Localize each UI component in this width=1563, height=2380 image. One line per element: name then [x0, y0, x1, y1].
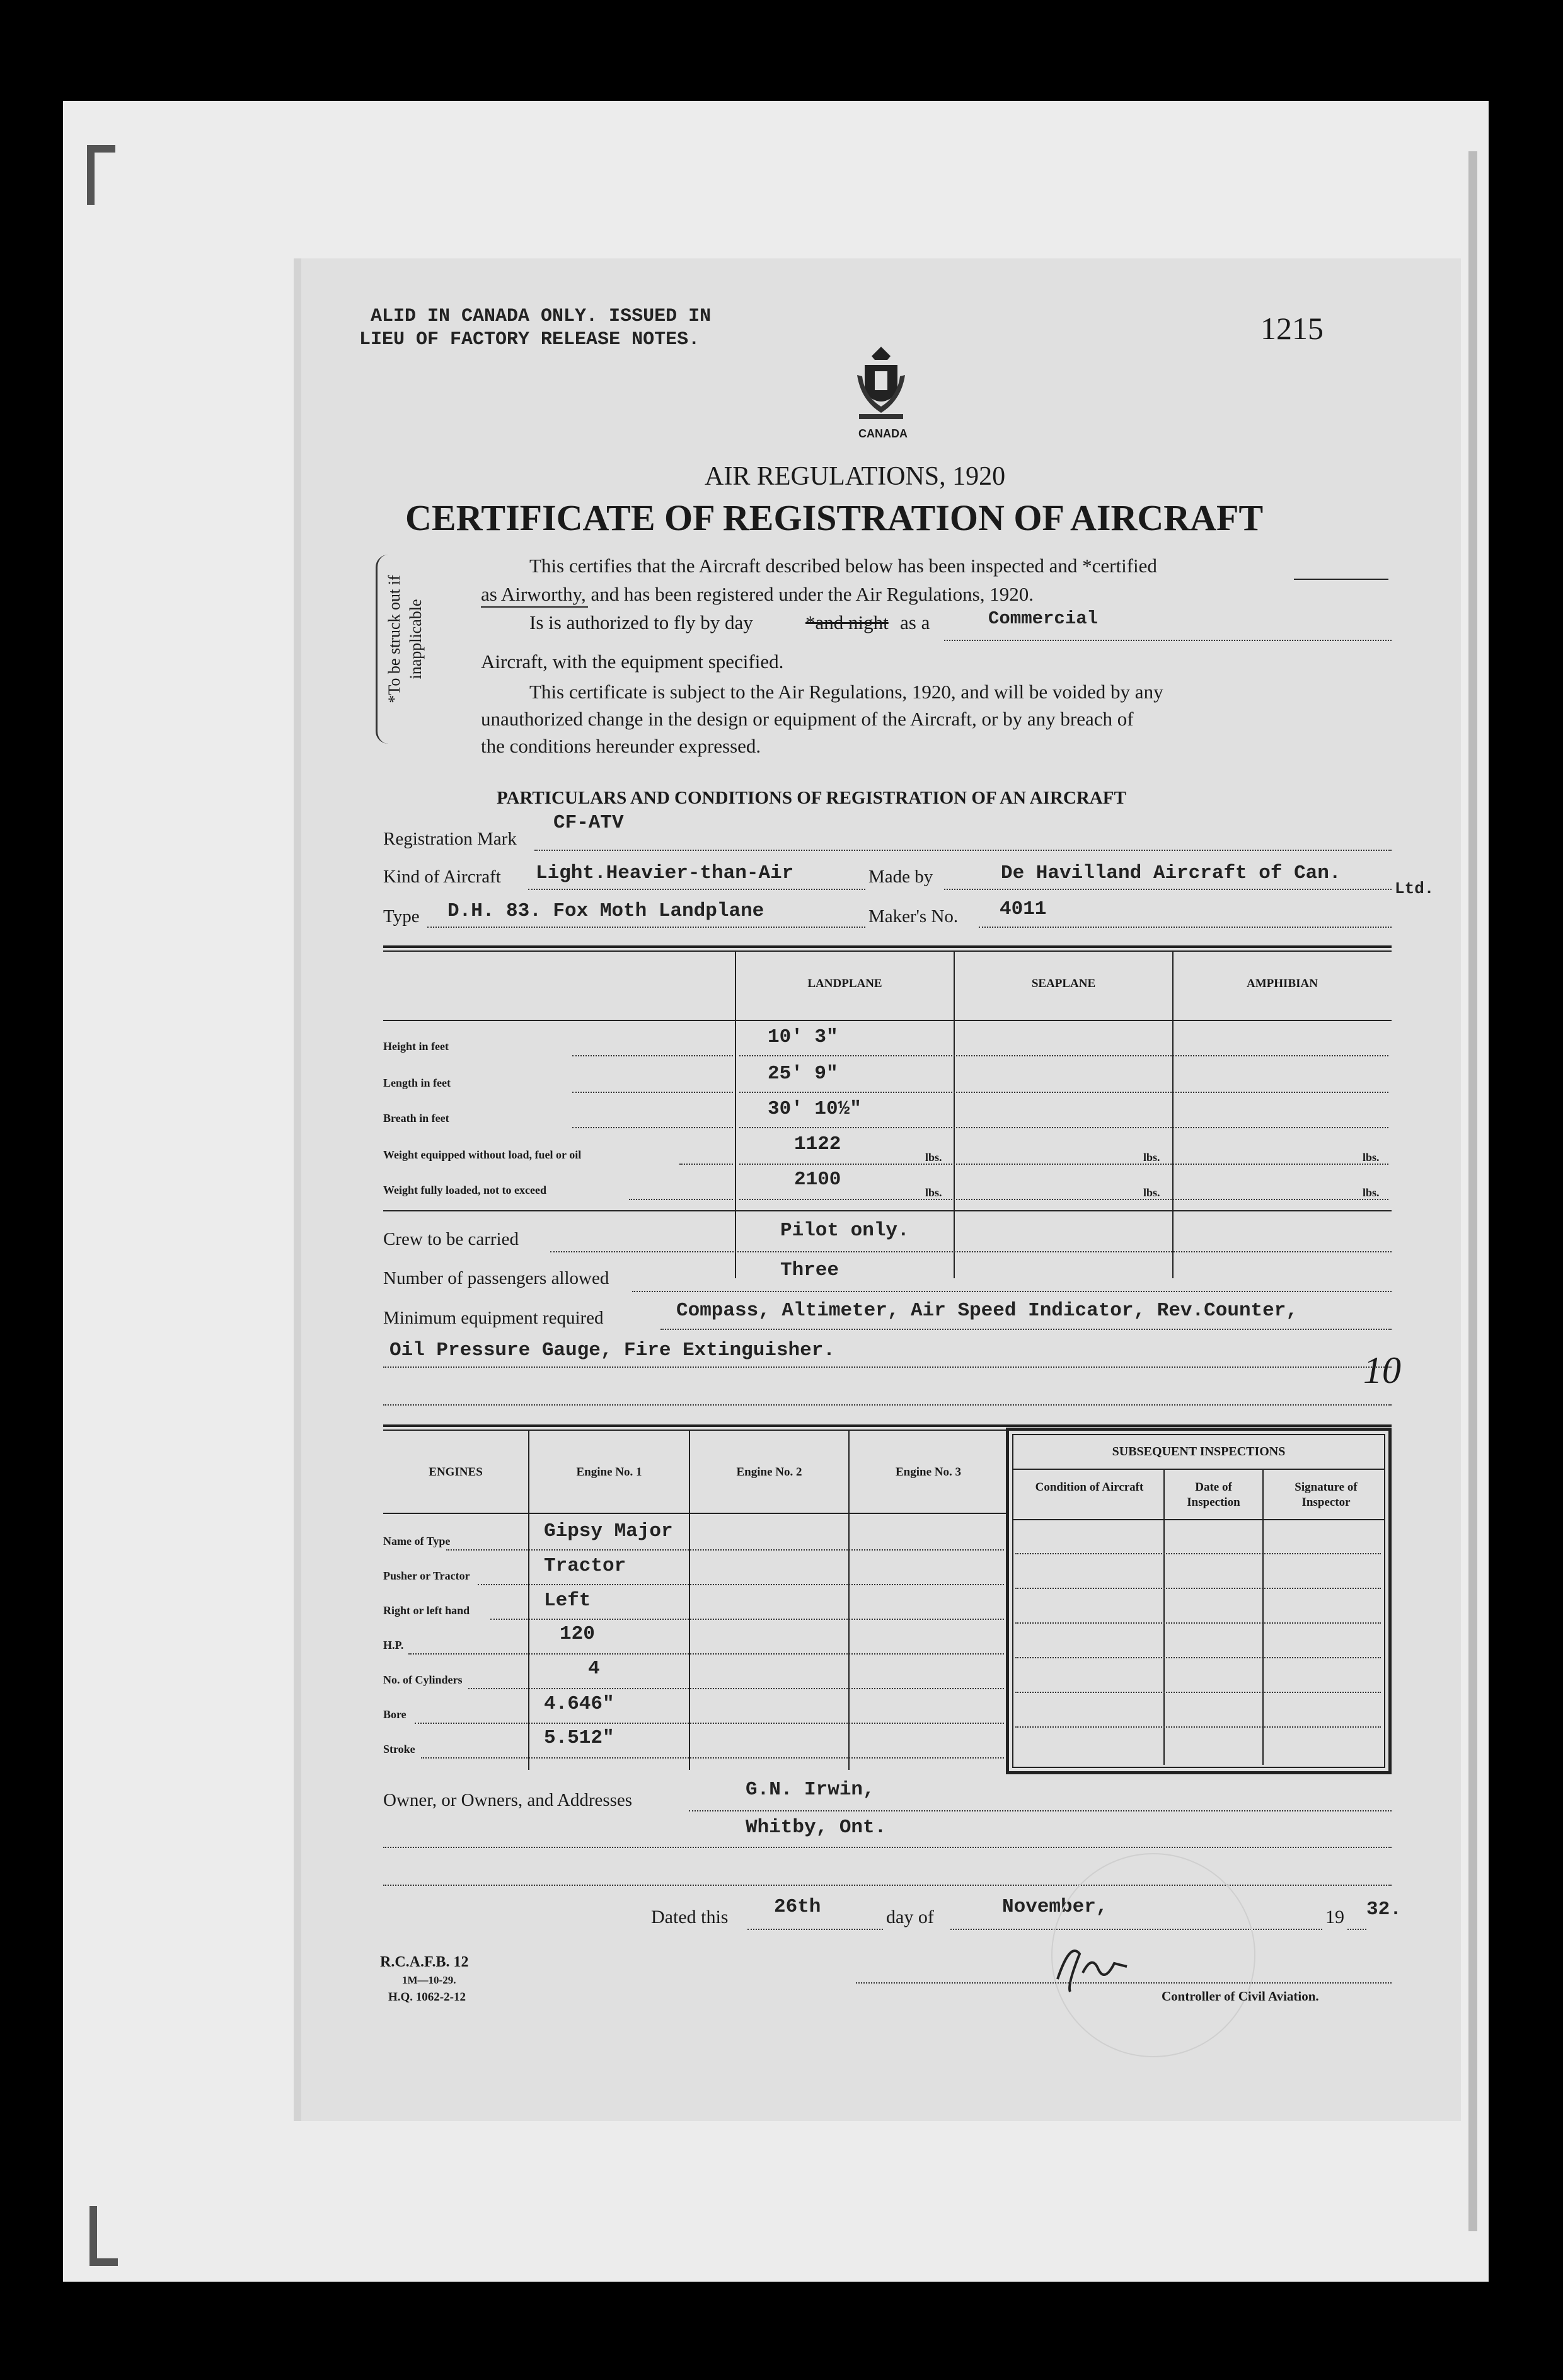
inspection-col-condition: Condition of Aircraft	[1035, 1481, 1144, 1494]
crew-label: Crew to be carried	[383, 1229, 519, 1249]
passengers-value: Three	[780, 1259, 839, 1281]
unit-lbs: lbs.	[1143, 1186, 1160, 1199]
form-print-run: 1M—10-29.	[402, 1974, 456, 1986]
type-value: D.H. 83. Fox Moth Landplane	[447, 900, 764, 922]
makers-no-dotted-line	[979, 927, 1392, 928]
dim-row-label: Weight fully loaded, not to exceed	[383, 1184, 546, 1196]
crop-mark-bottom-left	[89, 2206, 97, 2266]
certificate-title: CERTIFICATE OF REGISTRATION OF AIRCRAFT	[405, 497, 1264, 538]
dated-century: 19	[1325, 1907, 1344, 1927]
crew-value: Pilot only.	[780, 1220, 909, 1242]
engine-row-value: Left	[544, 1590, 591, 1612]
registration-mark-value: CF-ATV	[553, 812, 624, 834]
kind-value: Light.Heavier-than-Air	[536, 862, 794, 884]
engines-col-header: ENGINES	[429, 1465, 483, 1479]
registration-dotted-line	[534, 850, 1392, 851]
para2-value: Commercial	[988, 608, 1099, 629]
engine-row-value: 5.512"	[544, 1727, 614, 1749]
dim-row-value: 30' 10½"	[768, 1098, 862, 1120]
engine-row-value: Tractor	[544, 1555, 626, 1577]
col-amphibian: AMPHIBIAN	[1247, 977, 1318, 990]
para3-line1: This certificate is subject to the Air Regulations, 1920, and will be voided by any	[529, 681, 1163, 703]
equipment-label: Minimum equipment required	[383, 1308, 604, 1328]
engine-row-label: Name of Type	[383, 1535, 451, 1547]
engine-row-label: Pusher or Tractor	[383, 1569, 470, 1582]
dim-row-label: Breath in feet	[383, 1112, 449, 1124]
made-by-suffix: Ltd.	[1395, 879, 1434, 898]
engine1-col-header: Engine No. 1	[576, 1465, 642, 1479]
unit-lbs: lbs.	[1363, 1151, 1380, 1164]
para2-mid: as a	[900, 611, 930, 633]
inspection-col-date: Date of Inspection	[1187, 1481, 1240, 1509]
heading: AIR REGULATIONS, 1920	[705, 462, 1006, 491]
made-by-label: Made by	[868, 867, 933, 887]
owner-label: Owner, or Owners, and Addresses	[383, 1790, 633, 1810]
side-note-line1: *To be struck out if	[385, 575, 403, 703]
engine-row-label: Bore	[383, 1708, 407, 1721]
underline-certified	[1294, 579, 1388, 580]
para1-line1: This certifies that the Aircraft described below has been inspected and *certified	[529, 555, 1157, 577]
right-edge-strip	[1468, 151, 1477, 2231]
particulars-heading: PARTICULARS AND CONDITIONS OF REGISTRATION OF AN AIRCRAFT	[497, 788, 1126, 808]
document-number: 1215	[1260, 311, 1324, 346]
engine-row-label: H.P.	[383, 1639, 404, 1651]
owner-line2: Whitby, Ont.	[746, 1817, 887, 1839]
seal-stamp-faint	[1051, 1853, 1255, 2057]
para2-prefix: Is is authorized to fly by day	[529, 611, 753, 633]
kind-label: Kind of Aircraft	[383, 867, 501, 887]
makers-no-value: 4011	[1000, 898, 1047, 920]
engine-row-label: No. of Cylinders	[383, 1673, 463, 1686]
owner-line1: G.N. Irwin,	[746, 1779, 875, 1801]
made-by-value: De Havilland Aircraft of Can.	[1001, 862, 1341, 884]
dated-month: November,	[1002, 1896, 1108, 1918]
crop-mark-top-left	[87, 145, 95, 205]
dated-day: 26th	[774, 1896, 821, 1918]
makers-no-label: Maker's No.	[868, 906, 959, 927]
engine-row-label: Stroke	[383, 1743, 415, 1755]
dim-row-value: 2100	[794, 1169, 841, 1191]
stamp-note-line2: LIEU OF FACTORY RELEASE NOTES.	[359, 329, 700, 350]
dated-prefix: Dated this	[651, 1907, 729, 1927]
inspections-title: SUBSEQUENT INSPECTIONS	[1112, 1445, 1286, 1459]
dim-row-label: Length in feet	[383, 1077, 451, 1089]
dim-row-value: 25' 9"	[768, 1063, 838, 1085]
controller-title: Controller of Civil Aviation.	[1162, 1989, 1319, 2004]
certificate-page	[301, 258, 1461, 2121]
dim-row-value: 1122	[794, 1133, 841, 1155]
para3-line2: unauthorized change in the design or equipment of the Aircraft, or by any breach of	[481, 708, 1134, 730]
registration-mark-label: Registration Mark	[383, 829, 517, 849]
kind-dotted-line	[528, 889, 865, 890]
canada-crest-icon	[856, 344, 906, 429]
unit-lbs: lbs.	[925, 1186, 942, 1199]
inspection-col-signature: Signature of Inspector	[1295, 1481, 1358, 1509]
dated-day-of: day of	[886, 1907, 934, 1927]
dim-row-label: Height in feet	[383, 1040, 449, 1053]
unit-lbs: lbs.	[1143, 1151, 1160, 1164]
engine-row-value: Gipsy Major	[544, 1520, 673, 1542]
form-code: R.C.A.F.B. 12	[380, 1954, 469, 1970]
dim-row-value: 10' 3"	[768, 1026, 838, 1048]
margin-mark: 10	[1363, 1349, 1401, 1391]
engine2-col-header: Engine No. 2	[736, 1465, 802, 1479]
crest-label: CANADA	[858, 427, 908, 440]
para2-dotted-line	[944, 640, 1392, 641]
engine-row-value: 120	[560, 1623, 595, 1645]
para1-line2: as Airworthy, and has been registered under the Air Regulations, 1920.	[481, 583, 1034, 605]
stamp-note-line1: ALID IN CANADA ONLY. ISSUED IN	[371, 306, 712, 327]
col-seaplane: SEAPLANE	[1031, 977, 1096, 990]
unit-lbs: lbs.	[1363, 1186, 1380, 1199]
equipment-line1: Compass, Altimeter, Air Speed Indicator, Rev.Counter,	[676, 1300, 1298, 1322]
underline-airworthy	[481, 606, 588, 608]
dim-row-label: Weight equipped without load, fuel or oil	[383, 1148, 582, 1161]
para2-end: Aircraft, with the equipment specified.	[481, 650, 784, 673]
engine-row-value: 4.646"	[544, 1693, 614, 1715]
engine3-col-header: Engine No. 3	[896, 1465, 961, 1479]
unit-lbs: lbs.	[925, 1151, 942, 1164]
engine-row-label: Right or left hand	[383, 1604, 470, 1617]
side-brace	[376, 555, 389, 744]
inspections-box	[1006, 1428, 1392, 1774]
dated-year: 32.	[1366, 1898, 1402, 1921]
passengers-label: Number of passengers allowed	[383, 1268, 609, 1288]
type-dotted-line	[427, 927, 865, 928]
engine-row-value: 4	[588, 1658, 600, 1680]
crop-mark-bottom-left-h	[89, 2258, 118, 2266]
equipment-line2: Oil Pressure Gauge, Fire Extinguisher.	[389, 1339, 835, 1361]
crop-mark-top-left-h	[87, 145, 115, 153]
para3-line3: the conditions hereunder expressed.	[481, 735, 761, 757]
side-note-line2: inapplicable	[407, 599, 425, 679]
form-hq-ref: H.Q. 1062-2-12	[388, 1990, 466, 2004]
col-landplane: LANDPLANE	[807, 977, 882, 990]
para2-struck: *and night	[805, 611, 889, 633]
type-label: Type	[383, 906, 420, 927]
made-by-dotted-line	[944, 889, 1392, 890]
